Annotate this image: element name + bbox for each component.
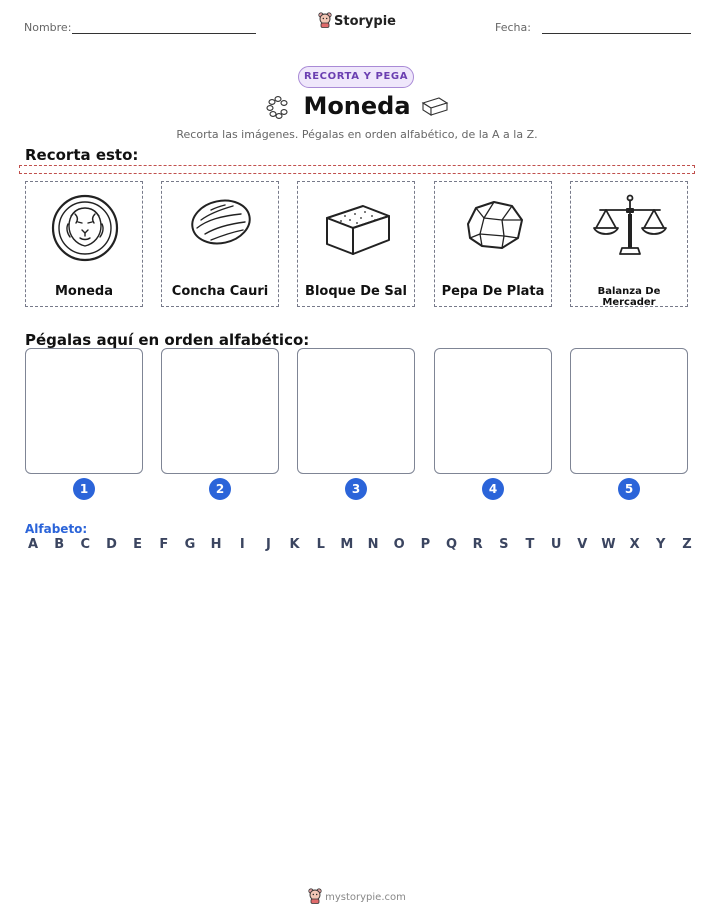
- cut-heading: Recorta esto:: [25, 146, 139, 164]
- slot-number-4: 4: [482, 478, 504, 500]
- instructions: Recorta las imágenes. Pégalas en orden alfabético, de la A a la Z.: [176, 128, 538, 141]
- alphabet-letter: G: [184, 537, 196, 552]
- name-line[interactable]: [72, 33, 256, 34]
- alphabet-letter: K: [289, 537, 300, 552]
- card-label: Concha Cauri: [171, 284, 269, 299]
- silver-nugget-icon: [454, 190, 534, 276]
- date-line[interactable]: [542, 33, 691, 34]
- slot-number-1: 1: [73, 478, 95, 500]
- footer: [0, 888, 714, 904]
- alphabet-letter: U: [550, 537, 562, 552]
- alphabet-letter: C: [80, 537, 91, 552]
- alphabet-letter: Z: [682, 537, 692, 552]
- cut-line: [19, 165, 695, 174]
- salt-block-icon: [317, 190, 397, 276]
- paste-slot-2[interactable]: [161, 348, 279, 474]
- alphabet-letter: O: [393, 537, 405, 552]
- alphabet-letter: L: [316, 537, 325, 552]
- name-label: Nombre:: [24, 21, 72, 34]
- alphabet-letter: W: [601, 537, 616, 552]
- card-label: Pepa De Plata: [441, 284, 545, 299]
- alphabet-letter: M: [340, 537, 354, 552]
- alphabet-letter: P: [420, 537, 431, 552]
- bear-logo-icon: [308, 888, 322, 904]
- paste-slot-3[interactable]: [297, 348, 415, 474]
- alphabet-letter: J: [265, 537, 271, 552]
- cut-card-pepa-de-plata[interactable]: [434, 181, 552, 307]
- alphabet-letter: E: [133, 537, 143, 552]
- alphabet-letter: T: [525, 537, 535, 552]
- card-label: Moneda: [54, 284, 114, 299]
- alphabet-row: [25, 537, 695, 552]
- page-title: Moneda: [303, 92, 411, 120]
- paste-slot-5[interactable]: [570, 348, 688, 474]
- brand-logo: [0, 12, 714, 29]
- cut-card-balanza-de-mercader[interactable]: [570, 181, 688, 307]
- alphabet-letter: N: [367, 537, 379, 552]
- alphabet-letter: Q: [445, 537, 458, 552]
- alphabet-letter: B: [54, 537, 65, 552]
- alphabet-letter: Y: [656, 537, 666, 552]
- balance-scale-icon: [590, 190, 670, 276]
- bear-logo-icon: [318, 12, 332, 28]
- activity-badge: RECORTA Y PEGA: [298, 66, 414, 88]
- cut-card-concha-cauri[interactable]: [161, 181, 279, 307]
- paste-slot-4[interactable]: [434, 348, 552, 474]
- cowrie-shell-icon: [181, 190, 261, 276]
- brand-name: Storypie: [334, 14, 396, 29]
- date-label: Fecha:: [495, 21, 531, 34]
- card-label: Bloque De Sal: [305, 284, 407, 299]
- alphabet-letter: R: [472, 537, 483, 552]
- alphabet-letter: H: [210, 537, 222, 552]
- lion-coin-icon: [45, 190, 125, 276]
- alphabet-letter: A: [27, 537, 39, 552]
- alphabet-letter: F: [159, 537, 169, 552]
- cut-card-moneda[interactable]: [25, 181, 143, 307]
- paste-heading: Pégalas aquí en orden alfabético:: [25, 331, 310, 349]
- alphabet-letter: D: [106, 537, 117, 552]
- footer-url[interactable]: mystorypie.com: [325, 892, 406, 903]
- slot-number-2: 2: [209, 478, 231, 500]
- slot-number-3: 3: [345, 478, 367, 500]
- paste-slot-1[interactable]: [25, 348, 143, 474]
- cut-card-bloque-de-sal[interactable]: [297, 181, 415, 307]
- card-label: Balanza De Mercader: [597, 286, 661, 308]
- slot-number-5: 5: [618, 478, 640, 500]
- salt-block-title-icon: [420, 94, 450, 118]
- alphabet-letter: I: [239, 537, 245, 552]
- alphabet-heading: Alfabeto:: [25, 522, 88, 536]
- alphabet-letter: X: [629, 537, 640, 552]
- alphabet-letter: S: [499, 537, 509, 552]
- alphabet-letter: V: [577, 537, 588, 552]
